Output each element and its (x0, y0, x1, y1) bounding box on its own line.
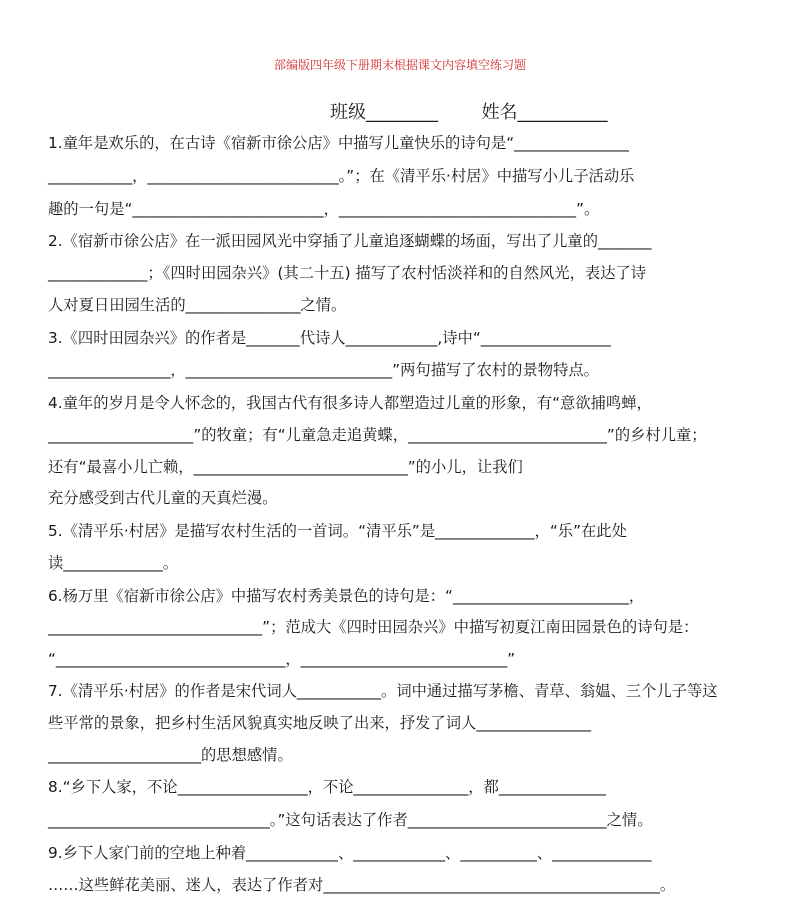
question-9-line-1: 9.乡下人家门前的空地上种着____________、____________、__________、_____________ (48, 844, 652, 862)
name-blank: __________ (517, 102, 608, 123)
question-4-line-1: 4.童年的岁月是令人怀念的，我国古代有很多诗人都塑造过儿童的形象，有“意欲捕鸣蝉， (48, 394, 652, 412)
question-7-line-3: ____________________的思想感情。 (48, 746, 293, 764)
question-1-line-2: ___________，_________________________。”；在《清平乐·村居》中描写小儿子活动乐 (48, 167, 635, 185)
class-label: 班级 (330, 102, 366, 123)
student-info-row (330, 98, 607, 124)
question-8-line-2: _____________________________。”这句话表达了作者__________________________之情。 (48, 811, 653, 829)
question-2-line-3: 人对夏日田园生活的_______________之情。 (48, 296, 347, 314)
question-1-line-3: 趣的一句是“_________________________，_______________________________”。 (48, 200, 600, 218)
question-6-line-3: “______________________________，___________________________” (48, 650, 516, 668)
page-title: 部编版四年级下册期末根据课文内容填空练习题 (273, 58, 526, 72)
question-3-line-2: ________________，___________________________”两句描写了农村的景物特点。 (48, 361, 599, 379)
question-4-line-3: 还有“最喜小儿亡赖，____________________________”的小儿，让我们 (48, 458, 523, 476)
question-7-line-2: 些平常的景象，把乡村生活风貌真实地反映了出来，抒发了词人_______________ (48, 714, 592, 732)
question-5-line-1: 5.《清平乐·村居》是描写农村生活的一首词。“清平乐”是_____________，“乐”在此处 (48, 522, 627, 540)
name-label: 姓名 (481, 102, 518, 123)
question-4-line-4: 充分感受到古代儿童的天真烂漫。 (48, 489, 278, 507)
question-2-line-1: 2.《宿新市徐公店》在一派田园风光中穿插了儿童追逐蝴蝶的场面，写出了儿童的_______ (48, 232, 652, 250)
question-9-line-2: ……这些鲜花美丽、迷人，表达了作者对____________________________________________。 (48, 876, 676, 894)
question-6-line-2: ____________________________”；范成大《四时田园杂兴》中描写初夏江南田园景色的诗句是： (48, 618, 699, 636)
question-8-line-1: 8.“乡下人家，不论_________________，不论_______________，都______________ (48, 778, 606, 796)
question-1-line-1: 1.童年是欢乐的，在古诗《宿新市徐公店》中描写儿童快乐的诗句是“_______________ (48, 134, 629, 152)
question-7-line-1: 7.《清平乐·村居》的作者是宋代词人___________。词中通过描写茅檐、青草、翁媪、三个儿子等这 (48, 682, 718, 700)
question-2-line-2: _____________；《四时田园杂兴》(其二十五) 描写了农村恬淡祥和的自然风光，表达了诗 (48, 264, 647, 282)
question-6-line-1: 6.杨万里《宿新市徐公店》中描写农村秀美景色的诗句是：“_______________________， (48, 587, 645, 605)
question-4-line-2: ___________________”的牧童；有“儿童急走追黄蝶，__________________________”的乡村儿童； (48, 426, 707, 444)
class-blank: ________ (366, 102, 438, 123)
question-3-line-1: 3.《四时田园杂兴》的作者是_______代诗人____________,诗中“_________________ (48, 329, 611, 347)
question-5-line-2: 读_____________。 (48, 554, 179, 572)
